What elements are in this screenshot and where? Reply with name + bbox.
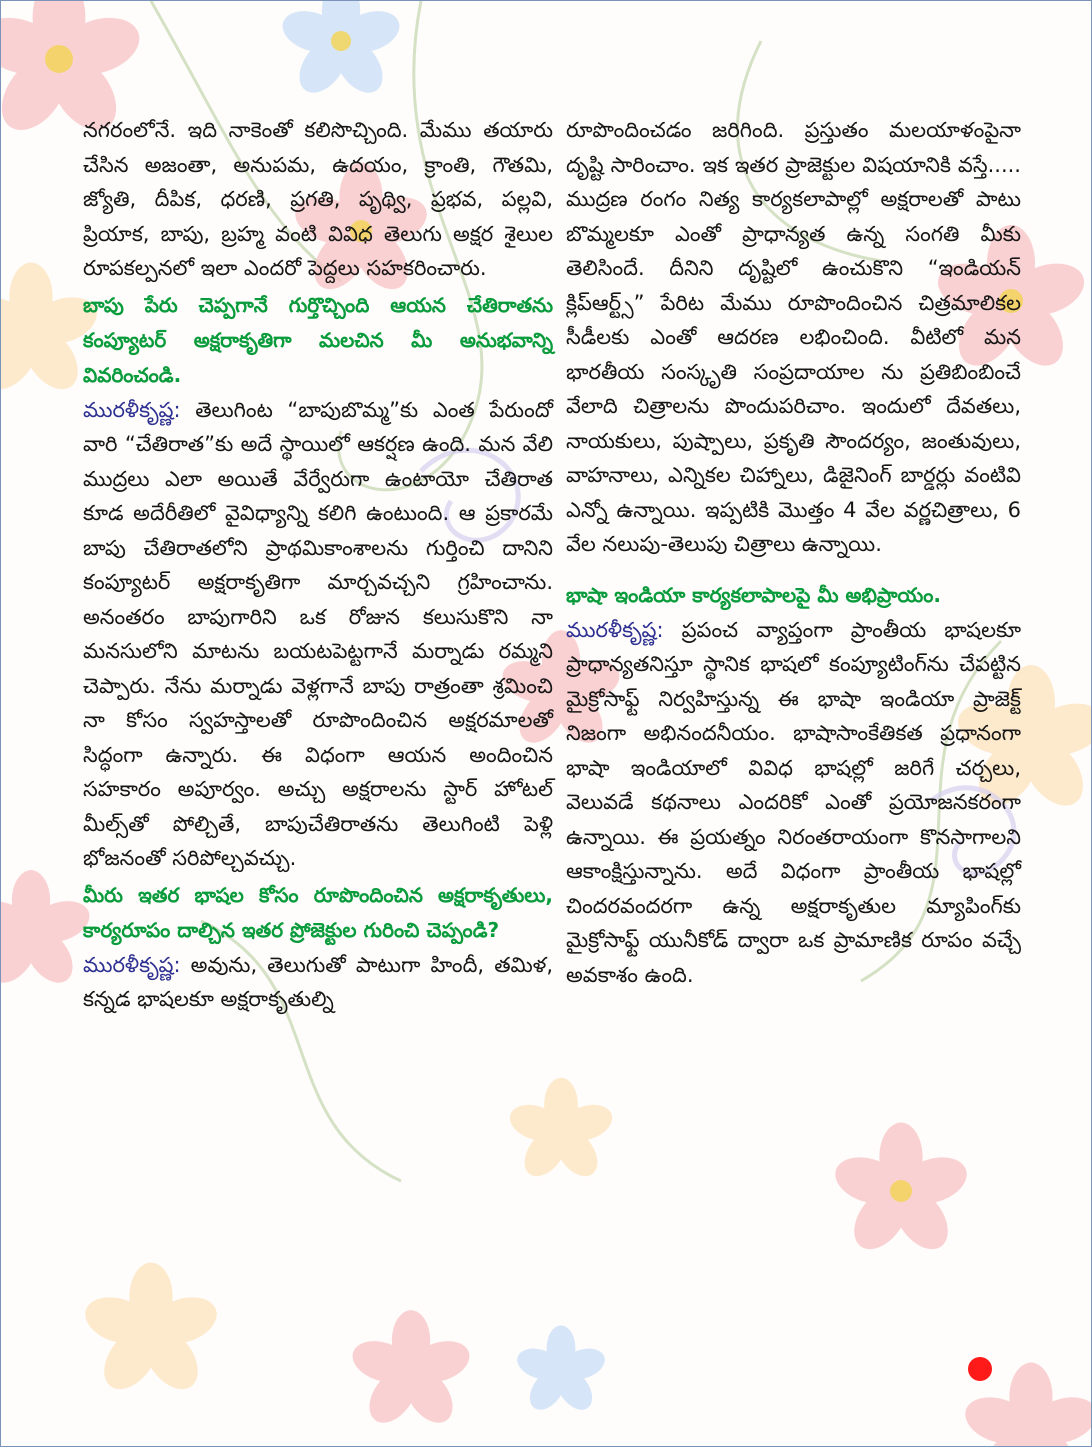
speaker-name: మురళీకృష్ణ: [566, 617, 664, 642]
question-bapu-handwriting: బాపు పేరు చెప్పగానే గుర్తొచ్చింది ఆయన చేతిరాతను కంప్యూటర్ అక్షరాకృతిగా మలచిన మీ అనుభవాన్ని వివరించండి. [83, 292, 553, 387]
answer-text: అవును, తెలుగుతో పాటుగా హిందీ, తమిళ, కన్నడ భాషలకూ అక్షరాకృతుల్ని [83, 952, 553, 1011]
answer-bapu-handwriting [83, 393, 553, 876]
answer-text: తెలుగింట “బాపుబొమ్మ”కు ఎంత పేరుందో వారి “చేతిరాత”కు అదే స్థాయిలో ఆకర్షణ ఉంది. మన వేలి ముద్రలు ఎలా అయితే వేర్వేరుగా ఉంటాయో చేతిరాత కూడ అదేరీతిలో వైవిధ్యాన్ని కలిగి ఉంటుంది. ఆ ప్రకారమే బాపు చేతిరాతలోని ప్రాథమికాంశాలను గుర్తించి దానిని కంప్యూటర్ అక్షరాకృతిగా మార్చవచ్చని గ్రహించాను. అనంతరం బాపుగారిని ఒక రోజున కలుసుకొని నా మనసులోని మాటను బయటపెట్టగానే మర్నాడు రమ్మని చెప్పారు. నేను మర్నాడు వెళ్లగానే బాపు రాత్రంతా శ్రమించి నా కోసం స్వహస్తాలతో రూపొందించిన అక్షరమాలతో సిద్ధంగా ఉన్నారు. ఈ విధంగా ఆయన అందించిన సహకారం అపూర్వం. అచ్చు అక్షరాలను స్టార్ హోటల్ మీల్స్‌తో పోల్చితే, బాపుచేతిరాతను తెలుగింటి పెళ్లి భోజనంతో సరిపోల్చవచ్చు. [83, 397, 553, 870]
right-paragraph-1: రూపొందించడం జరిగింది. ప్రస్తుతం మలయాళంపైనా దృష్టి సారించాం. ఇక ఇతర ప్రాజెక్టుల విషయానికి వస్తే..... ముద్రణ రంగం నిత్య కార్యకలాపాల్లో అక్షరాలతో పాటు బొమ్మలకూ ఎంతో ప్రాధాన్యత ఉన్న సంగతి మీకు తెలిసిందే. దీనిని దృష్టిలో ఉంచుకొని “ఇండియన్ క్లిప్‌ఆర్ట్స్” పేరిట మేము రూపొందించిన చిత్రమాలికల సీడీలకు ఎంతో ఆదరణ లభించింది. వీటిలో మన భారతీయ సంస్కృతి సంప్రదాయాల ను ప్రతిబింబించే వేలాది చిత్రాలను పొందుపరిచాం. ఇందులో దేవతలు, నాయకులు, పుష్పాలు, ప్రకృతి సౌందర్యం, జంతువులు, వాహనాలు, ఎన్నికల చిహ్నాలు, డిజైనింగ్ బార్డర్లు వంటివి ఎన్నో ఉన్నాయి. ఇప్పటికి మొత్తం 4 వేల వర్ణచిత్రాలు, 6 వేల నలుపు-తెలుపు చిత్రాలు ఉన్నాయి. [566, 118, 1021, 556]
question-bhasha-india: భాషా ఇండియా కార్యకలాపాలపై మీ అభిప్రాయం. [566, 582, 941, 607]
speaker-name: మురళీకృష్ణ: [83, 952, 181, 977]
answer-other-projects [83, 948, 553, 1017]
end-marker-dot [968, 1357, 992, 1381]
right-column [566, 113, 1021, 992]
answer-text: ప్రపంచ వ్యాప్తంగా ప్రాంతీయ భాషలకూ ప్రాధాన్యతనిస్తూ స్థానిక భాషలో కంప్యూటింగ్‌ను చేపట్టిన మైక్రోసాఫ్ట్ నిర్వహిస్తున్న ఈ భాషా ఇండియా ప్రాజెక్ట్ నిజంగా అభినందనీయం. భాషాసాంకేతికత ప్రధానంగా భాషా ఇండియాలో వివిధ భాషల్లో జరిగే చర్చలు, వెలువడే కథనాలు ఎందరికో ఎంతో ప్రయోజనకరంగా ఉన్నాయి. ఈ ప్రయత్నం నిరంతరాయంగా కొనసాగాలని ఆకాంక్షిస్తున్నాను. అదే విధంగా ప్రాంతీయ భాషల్లో చిందరవందరగా ఉన్న అక్షరాకృతుల మ్యాపింగ్‌కు మైక్రోసాఫ్ట్ యునీకోడ్ ద్వారా ఒక ప్రామాణిక రూపం వచ్చే అవకాశం ఉంది. [566, 617, 1021, 987]
speaker-name: మురళీకృష్ణ: [83, 397, 181, 422]
question-other-projects: మీరు ఇతర భాషల కోసం రూపొందించిన అక్షరాకృతులు, కార్యరూపం దాల్చిన ఇతర ప్రోజెక్టుల గురించి చెప్పండి? [83, 882, 553, 942]
left-column [83, 113, 553, 1017]
answer-bhasha-india [566, 613, 1021, 993]
left-paragraph-1: నగరంలోనే. ఇది నాకెంతో కలిసొచ్చింది. మేము తయారు చేసిన అజంతా, అనుపమ, ఉదయం, క్రాంతి, గౌతమి, జ్యోతి, దీపిక, ధరణి, ప్రగతి, పృథ్వి, ప్రభవ, పల్లవి, ప్రియాక, బాపు, బ్రహ్మ వంటి వివిధ తెలుగు అక్షర శైలుల రూపకల్పనలో ఇలా ఎందరో పెద్దలు సహకరించారు. [83, 118, 553, 280]
